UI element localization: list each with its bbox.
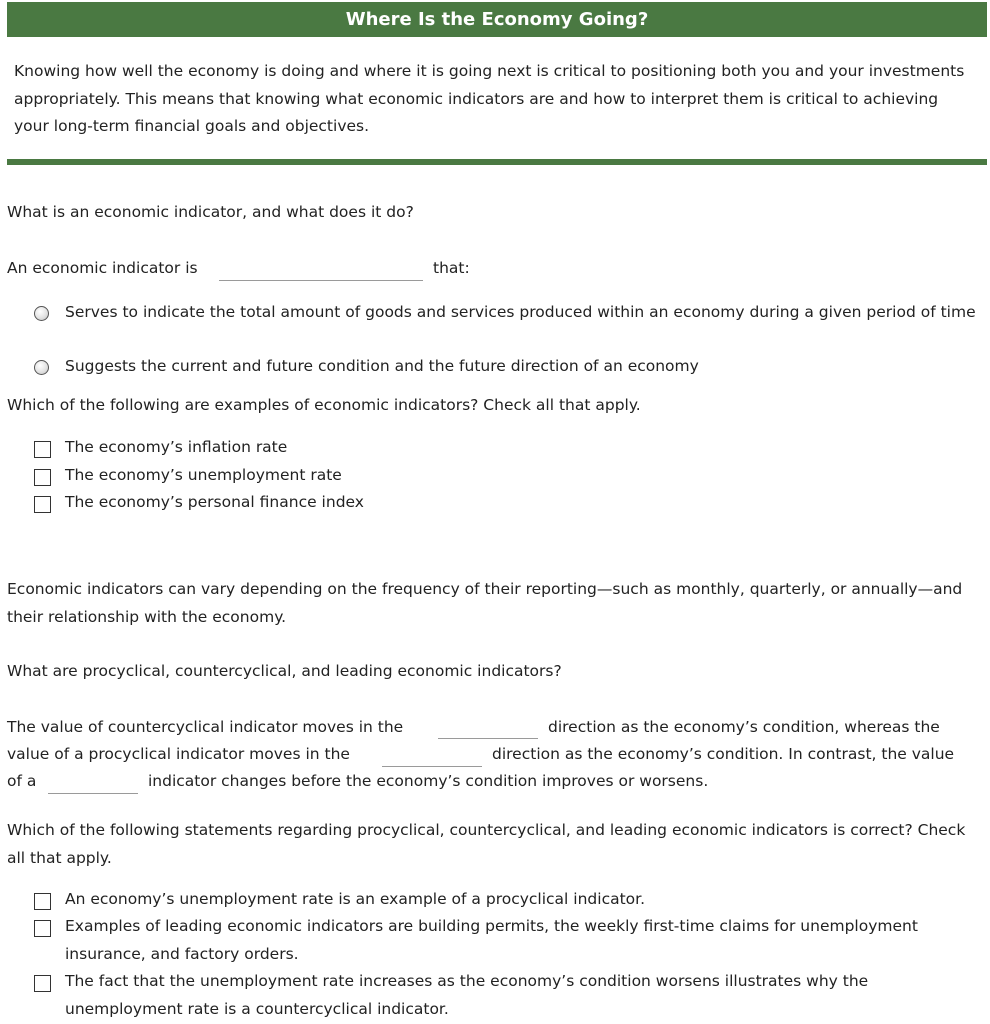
q3-prompt: What are procyclical, countercyclical, and leading economic indicators? (7, 662, 562, 680)
q3-blank-1-dropdown[interactable] (438, 738, 538, 739)
q3-line3-end: indicator changes before the economy’s condition improves or worsens. (148, 772, 709, 790)
q3-blank-3-dropdown[interactable] (48, 793, 138, 794)
checkbox[interactable] (34, 496, 51, 513)
checkbox[interactable] (34, 975, 51, 992)
q1-option-2-label: Suggests the current and future condition and the future direction of an economy (65, 357, 699, 375)
q3-line1-end: direction as the economy’s condition, whereas the (548, 718, 940, 736)
q1-sentence-end: that: (433, 259, 470, 277)
q1-sentence-start: An economic indicator is (7, 259, 198, 277)
q1-prompt: What is an economic indicator, and what does it do? (7, 203, 414, 221)
q2-prompt: Which of the following are examples of economic indicators? Check all that apply. (7, 396, 641, 414)
checkbox[interactable] (34, 893, 51, 910)
q2-option-3-label: The economy’s personal finance index (65, 493, 364, 511)
q3-line2-end: direction as the economy’s condition. In contrast, the value (492, 745, 955, 763)
q3-blank-2-dropdown[interactable] (382, 766, 482, 767)
q4-option-3-label: The fact that the unemployment rate increases as the economy’s condition worsens illustrates why the unemployment rate is a countercyclical indicator. (65, 972, 869, 1018)
q4-option-2-label: Examples of leading economic indicators are building permits, the weekly first-time claims for unemployment insurance, and factory orders. (65, 917, 918, 963)
section-divider (7, 159, 987, 165)
q3-line1-start: The value of countercyclical indicator moves in the (7, 718, 404, 736)
checkbox[interactable] (34, 441, 51, 458)
checkbox[interactable] (34, 469, 51, 486)
q2-option-1-label: The economy’s inflation rate (65, 438, 288, 456)
q3-line2-start: value of a procyclical indicator moves in the (7, 745, 350, 763)
q4-option-1-label: An economy’s unemployment rate is an example of a procyclical indicator. (65, 890, 646, 908)
radio-button[interactable] (34, 306, 49, 321)
page-title: Where Is the Economy Going? (7, 2, 987, 37)
q4-prompt: Which of the following statements regarding procyclical, countercyclical, and leading economic indicators is correct? Check all that apply. (7, 821, 966, 867)
frequency-note: Economic indicators can vary depending on the frequency of their reporting—such as monthly, quarterly, or annually—and their relationship with the economy. (7, 580, 963, 626)
checkbox[interactable] (34, 920, 51, 937)
q2-option-2-label: The economy’s unemployment rate (65, 466, 342, 484)
intro-paragraph: Knowing how well the economy is doing and where it is going next is critical to positioning both you and your investments appropriately. This means that knowing what economic indicators are and how to interpret them is critical to achieving your long-term financial goals and objectives. (14, 62, 965, 135)
radio-button[interactable] (34, 360, 49, 375)
q3-line3-start: of a (7, 772, 37, 790)
q1-option-1-label: Serves to indicate the total amount of goods and services produced within an economy during a given period of time (65, 303, 976, 321)
q1-blank-dropdown[interactable] (219, 280, 423, 281)
